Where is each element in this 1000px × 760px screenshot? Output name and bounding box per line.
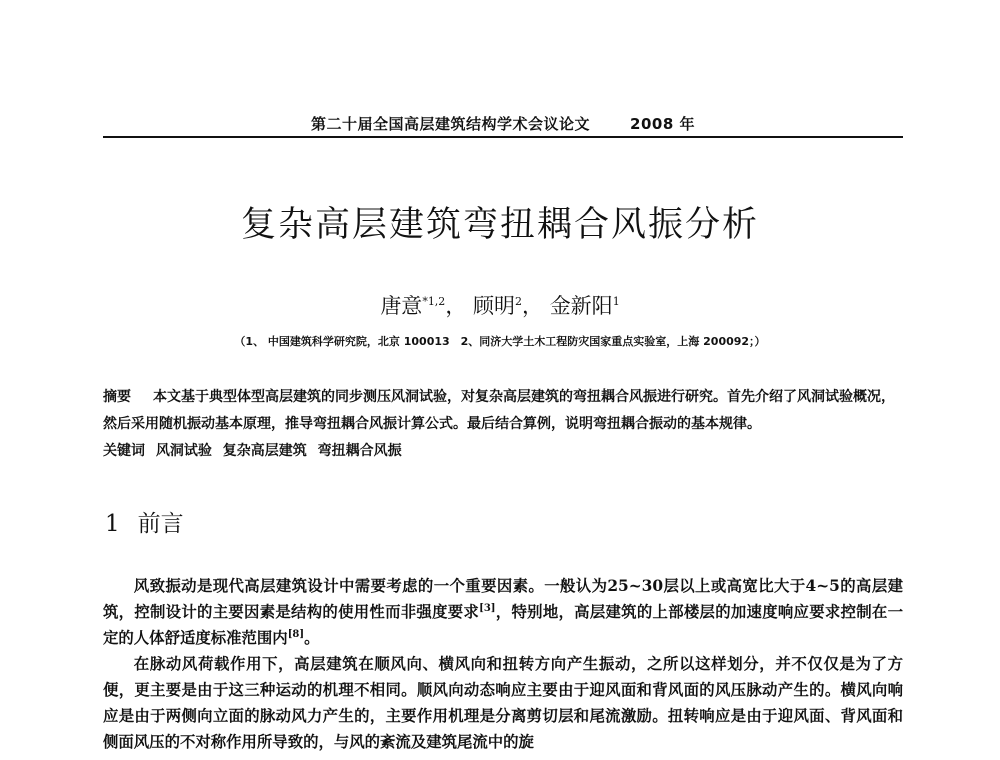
section-number: 1 xyxy=(105,511,120,537)
keyword: 复杂高层建筑 xyxy=(222,443,307,459)
author-affiliation-mark: *1,2 xyxy=(422,295,446,308)
author-name: 唐意 xyxy=(380,294,423,318)
citation: [8] xyxy=(287,629,305,640)
abstract-text: 本文基于典型体型高层建筑的同步测压风洞试验，对复杂高层建筑的弯扭耦合风振进行研究。首先介绍了风洞试验概况，然后采用随机振动基本原理，推导弯扭耦合风振计算公式。最后结合算例，说明弯扭耦合振动的基本规律。 xyxy=(103,389,895,432)
author-separator: ， xyxy=(522,294,543,318)
header-year: 2008 年 xyxy=(630,115,695,133)
header-rule xyxy=(103,136,903,138)
paragraph-text: ，特别地，高层建筑的上部楼层的加速度响应要求控制在一定的人体舒适度标准范围内 xyxy=(103,603,903,647)
paragraph: 在脉动风荷载作用下，高层建筑在顺风向、横风向和扭转方向产生振动，之所以这样划分，并不仅仅是为了方便，更主要是由于这三种运动的机理不相同。顺风向动态响应主要由于迎风面和背风面的风压脉动产生的。横风向响应是由于两侧向立面的脉动风力产生的，主要作用机理是分离剪切层和尾流激励。扭转响应是由于迎风面、背风面和侧面风压的不对称作用所导致的，与风的紊流及建筑尾流中的旋 xyxy=(103,655,903,751)
body-text xyxy=(103,573,903,755)
author-list xyxy=(0,290,1000,320)
abstract-label: 摘要 xyxy=(103,389,131,405)
affiliation: （1、 中国建筑科学研究院，北京 100013 2、同济大学土木工程防灾国家重点实验室，上海 200092；） xyxy=(234,335,766,348)
keywords xyxy=(103,438,903,465)
author-separator: ， xyxy=(445,294,467,318)
section-title: 前言 xyxy=(137,511,184,537)
paragraph-text: 风致振动是现代高层建筑设计中需要考虑的一个重要因素。一般认为25~30层以上或高宽比大于4~5的高层建筑，控制设计的主要因素是结构的使用性而非强度要求 xyxy=(103,577,903,621)
author-affiliation-mark: 2 xyxy=(515,295,522,308)
keyword: 风洞试验 xyxy=(155,443,212,459)
section-heading xyxy=(105,505,184,538)
paper-title: 复杂高层建筑弯扭耦合风振分析 xyxy=(240,205,759,245)
running-header xyxy=(103,113,903,134)
paragraph-text: 。 xyxy=(304,629,320,647)
author-name: 金新阳 xyxy=(549,294,613,318)
author-affiliation-mark: 1 xyxy=(612,295,620,308)
keyword: 弯扭耦合风振 xyxy=(317,443,402,459)
keywords-label: 关键词 xyxy=(103,443,145,459)
citation: [3] xyxy=(479,603,496,614)
abstract xyxy=(103,384,903,438)
author-name: 顾明 xyxy=(473,294,515,318)
paragraph xyxy=(103,573,903,651)
conference-name: 第二十届全国高层建筑结构学术会议论文 xyxy=(311,115,591,133)
